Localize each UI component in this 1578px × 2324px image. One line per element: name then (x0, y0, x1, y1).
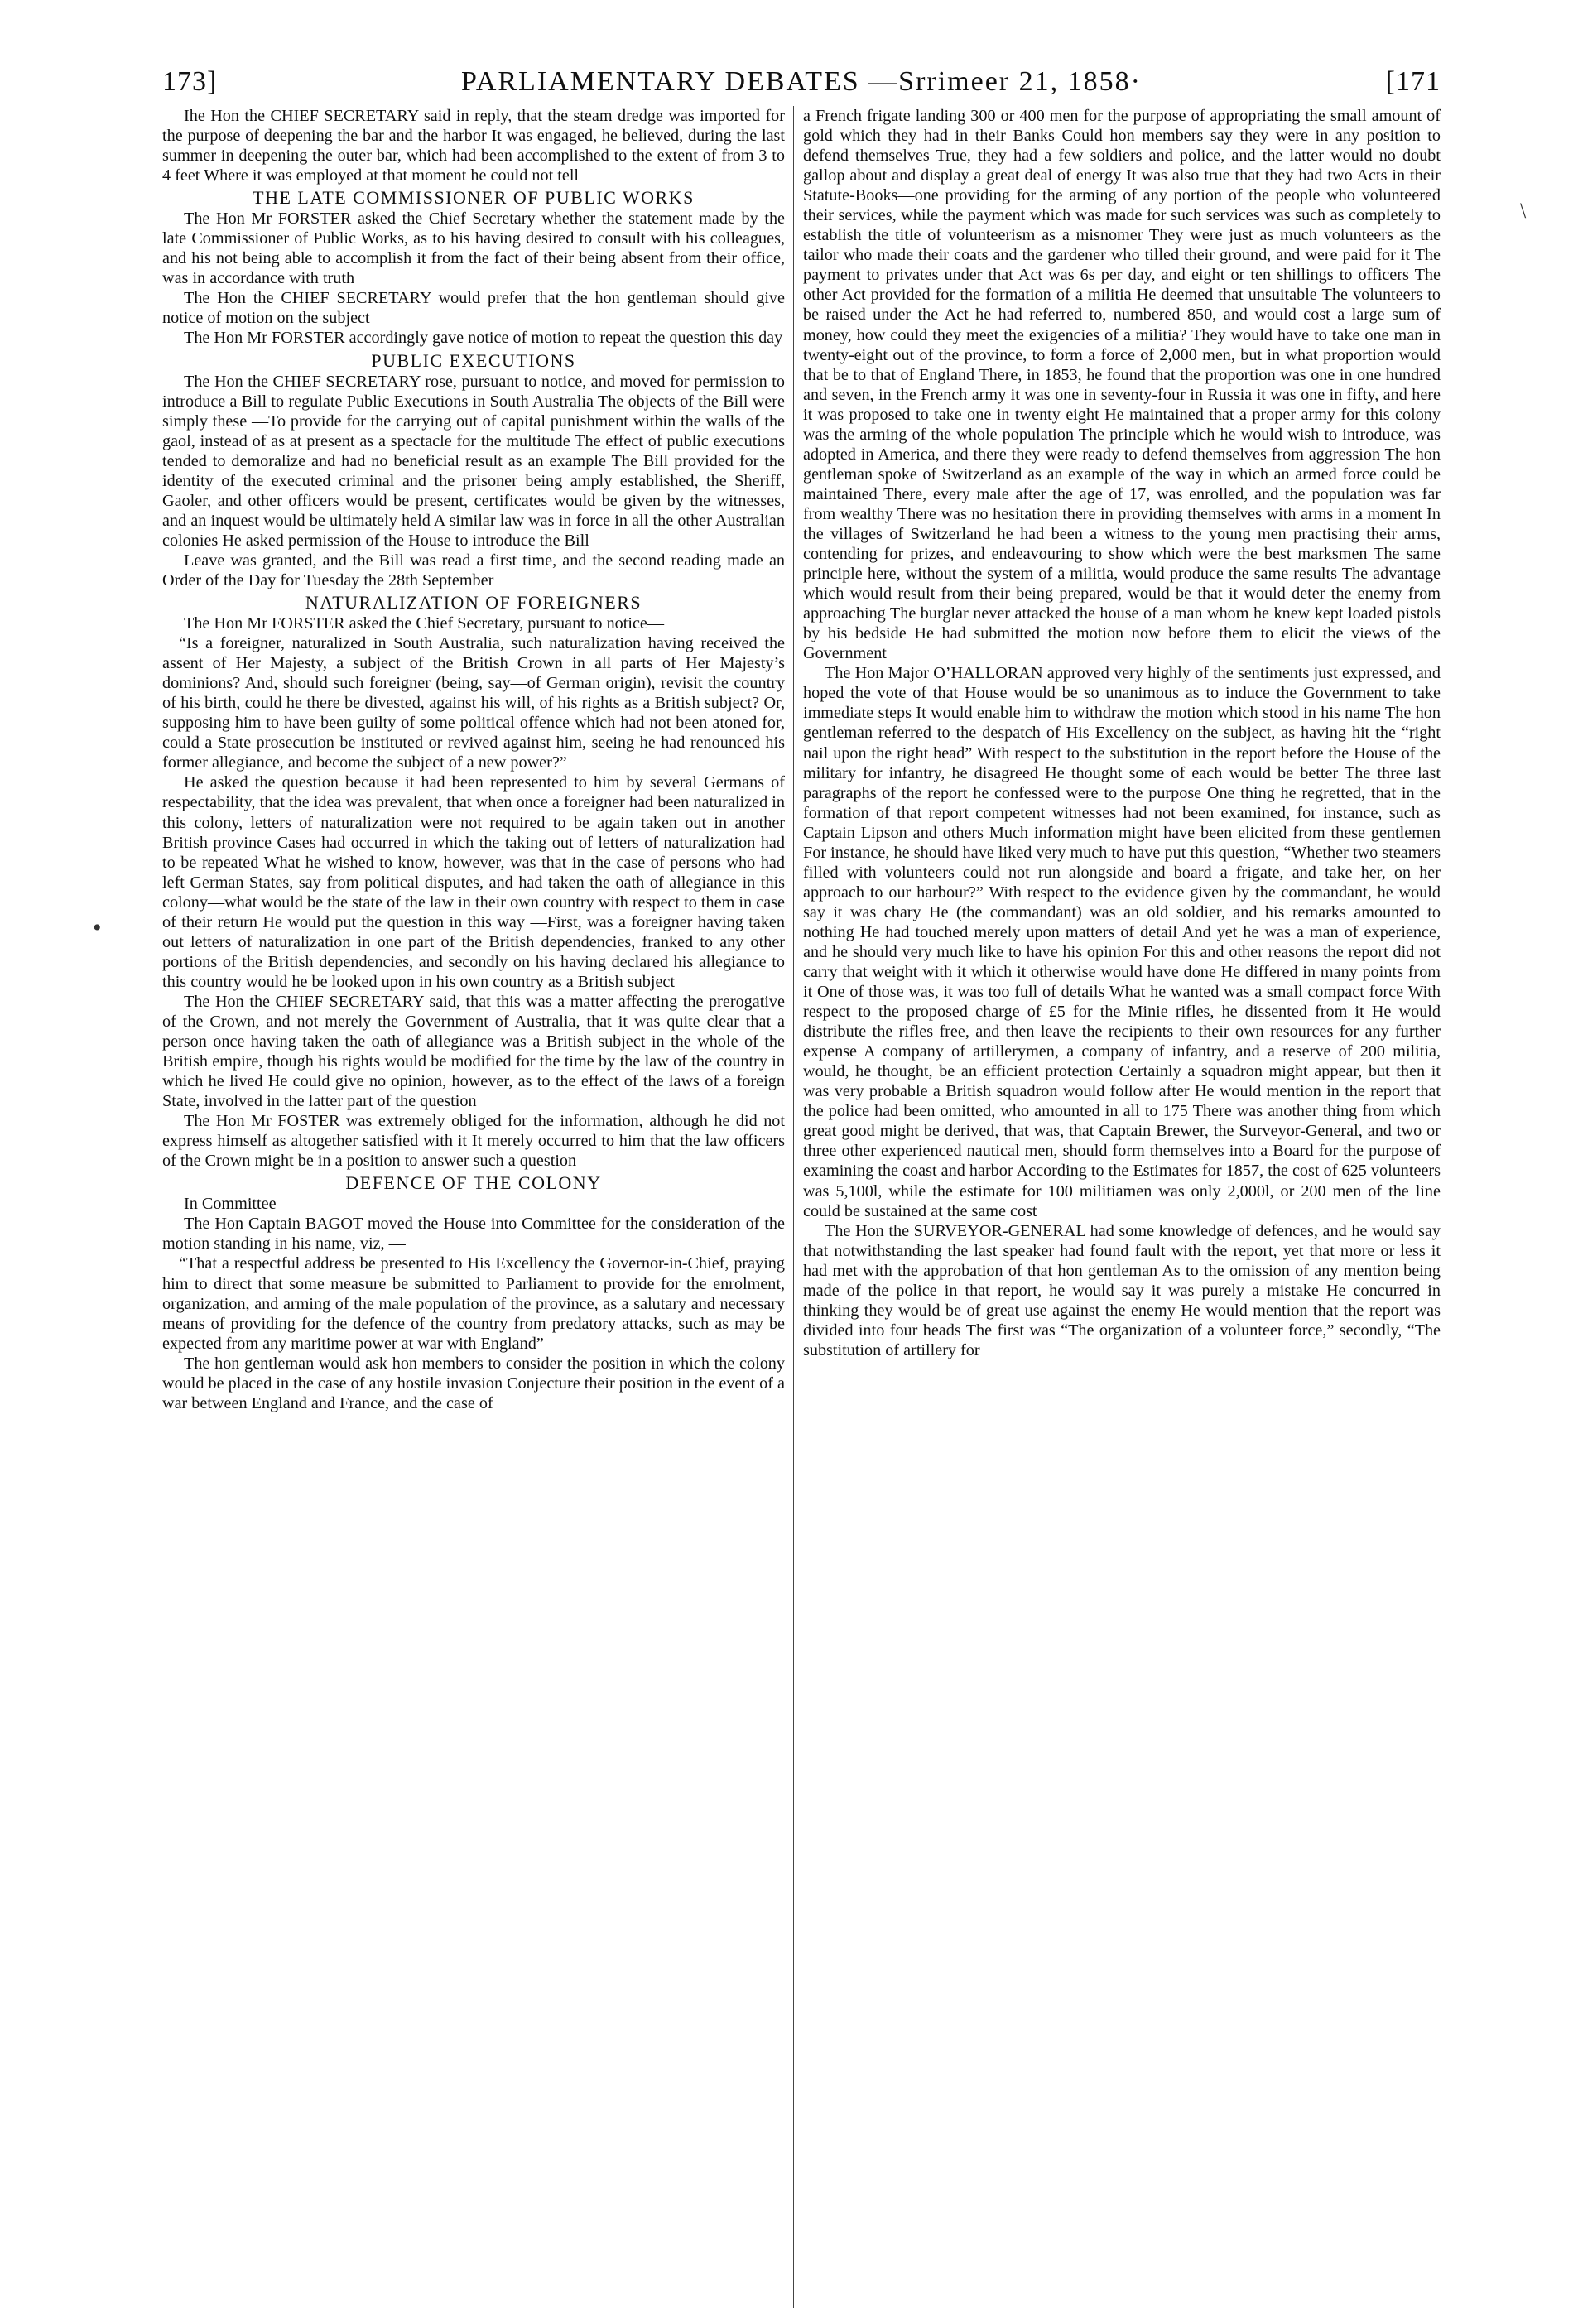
margin-mark: \ (1520, 199, 1527, 223)
paragraph: He asked the question because it had been represented to him by several Germans of respectability, that the idea was prevalent, that when once a foreigner had been naturalized in this colony, letters of naturalization were not required to be again taken out in another British province Cases had occurred in which the taking out of letters of naturalization had to be repeated What he wished to know, however, was that in the case of persons who had left German States, say from political disputes, and had taken the oath of allegiance in this colony—what would be the state of the law in their own country with respect to them in case of their return He would put the question in this way —First, was a foreigner having taken out letters of naturalization in one part of the British dependencies, franked to any other portions of the British dependencies, and secondly on his having declared his allegiance to this country would he be looked upon in his own country as a British subject (162, 773, 785, 991)
section-heading: THE LATE COMMISSIONER OF PUBLIC WORKS (253, 187, 695, 209)
right-column (803, 106, 1441, 1360)
paragraph: a French frigate landing 300 or 400 men for the purpose of appropriating the small amount of gold which they had in their Banks Could hon members say they were in any position to defend themselves True, they had a few soldiers and police, and the latter would no doubt gallop about and display a great deal of energy It was also true that they had two Acts in their Statute-Books—one providing for the arming of any portion of the people who volunteered their services, while the payment which was made for such services was such as completely to establish the title of volunteerism as a misnomer They were just as much volunteers as the tailor who made their coats and the gardener who tilled their ground, and were paid for it The payment to privates under that Act was 6s per day, and eight or ten shillings to officers The other Act provided for the formation of a militia He deemed that unsuitable The volunteers to be raised under the Act he had referred to, numbered 850, and would cost a large sum of money, how could they meet the exigencies of a militia? They would have to take one man in twenty-eight out of the province, to form a force of 2,000 men, but in what proportion would that be to that of England There, in 1853, he found that the proportion was one in one hundred and seven, in the French army it was one in seventy-four in Russia it was one in fifty, and here it was proposed to take one in twenty eight He maintained that a proper army for this colony was the arming of the whole population The principle which he would wish to introduce, was adopted in America, and there they were ready to defend themselves from aggression The hon gentleman spoke of Switzerland as an example of the way in which an armed force could be maintained There, every male after the age of 17, was enrolled, and the population was far from wealthy There was no hesitation there in providing themselves with arms in a moment In the villages of Switzerland he had been a witness to the young men practising their arms, contending for prizes, and endeavouring to show which were the best marksmen The same principle here, without the system of a militia, would produce the same results The advantage which would result from their being prepared, would be that it would deter the enemy from approaching The burglar never attacked the house of a man whom he knew kept loaded pistols by his bedside He had submitted the motion now before them to elicit the views of the Government (803, 107, 1441, 663)
page-header (162, 48, 1441, 103)
paragraph: The Hon Mr FORSTER asked the Chief Secretary whether the statement made by the late Commissioner of Public Works, as to his having desired to consult with his colleagues, and his not being able to accomplish it from the fact of their being absent from their office, was in accordance with truth (162, 209, 785, 288)
paragraph: Leave was granted, and the Bill was read a first time, and the second reading made an Order of the Day for Tuesday the 28th September (162, 551, 785, 589)
paragraph: The Hon Captain BAGOT moved the House into Committee for the consideration of the motion standing in his name, viz, — (162, 1215, 785, 1253)
left-column (162, 106, 785, 1413)
paragraph: The Hon Mr FORSTER accordingly gave notice of motion to repeat the question this day (184, 329, 783, 348)
page-title: PARLIAMENTARY DEBATES —Srrimeer 21, 1858· (461, 66, 1142, 97)
section-heading: DEFENCE OF THE COLONY (345, 1172, 602, 1194)
paragraph: The Hon Mr FOSTER was extremely obliged for the information, although he did not express himself as altogether satisfied with it It merely occurred to him that the law officers of the Crown might be in a position to answer such a question (162, 1112, 785, 1171)
paragraph: The Hon the CHIEF SECRETARY rose, pursuant to notice, and moved for permission to introduce a Bill to regulate Public Executions in South Australia The objects of the Bill were simply these —To provide for the carrying out of capital punishment within the walls of the gaol, instead of as at present as a spectacle for the multitude The effect of public executions tended to demoralize and had no beneficial result as an example The Bill provided for the identity of the executed criminal and the prisoner being amply established, the Sheriff, Gaoler, and other officers would be present, certificates would be given by the witnesses, and an inquest would be ultimately held A similar law was in force in all the other Australian colonies He asked permission of the House to introduce the Bill (162, 372, 785, 550)
section-heading: NATURALIZATION OF FOREIGNERS (305, 592, 642, 613)
paragraph: The Hon the CHIEF SECRETARY said, that this was a matter affecting the prerogative of the Crown, and not merely the Government of Australia, that it was quite clear that a person once having taken the oath of allegiance was a British subject in the whole of the British empire, though his rights would be modified for the time by the law of the country in which he lived He could give no opinion, however, as to the effect of the laws of a foreign State, involved in the latter part of the question (162, 992, 785, 1111)
paragraph: The Hon Major O’HALLORAN approved very highly of the sentiments just expressed, and hoped the vote of that House would be so unanimous as to induce the Government to take immediate steps It would enable him to withdraw the motion which stood in his name The hon gentleman referred to the despatch of His Excellency on the subject, as having hit the “right nail upon the right head” With respect to the substitution in the report before the House of the military for infantry, he disagreed He thought some of each would be better The three last paragraphs of the report he confessed were to the purpose One thing he regretted, that in the formation of that report competent witnesses had not been examined, for instance, such as Captain Lipson and others Much information might have been elicited from these gentlemen For instance, he should have liked very much to have put this question, “Whether two steamers filled with volunteers could not run alongside and board a frigate, and take her, on her approach to our harbour?” With respect to the evidence given by the commandant, he would say it was chary He (the commandant) was an old soldier, and his remarks amounted to nothing He had touched merely upon matters of detail And yet he was a man of experience, and he should very much like to have his opinion For this and other reasons the report did not carry that weight with it which it otherwise would have done He differed in many points from it One of those was, it was too full of details What he wanted was a small compact force With respect to the proposed charge of £5 for the Minie rifles, he dissented from it He would distribute the rifles free, and then leave the recipients to their own resources for any further expense A company of artillerymen, a company of infantry, and a reserve of 200 militia, would, he thought, be an efficient protection Certainly a squadron might appear, but then it was very probable a British squadron would follow after He would mention in the report that the police had been omitted, who amounted in all to 175 There was another thing from which great good might be derived, that was, that Captain Brewer, the Surveyor-General, and two or three other experienced nautical men, should form themselves into a Board for the purpose of examining the coast and harbor According to the Estimates for 1857, the cost of 625 volunteers was 5,100l, while the estimate for 100 militiamen was only 2,000l, or 200 men of the line could be sustained at the same cost (803, 664, 1441, 1220)
column-divider (793, 106, 794, 2308)
page-number-left: 173] (162, 66, 218, 97)
page-number-right: [171 (1385, 66, 1441, 97)
paragraph: The Hon Mr FORSTER asked the Chief Secretary, pursuant to notice— (184, 614, 665, 633)
paragraph: The Hon the SURVEYOR-GENERAL had some knowledge of defences, and he would say that notwithstanding the last speaker had found fault with the report, yet that more or less it had met with the approbation of that hon gentleman As to the omission of any mention being made of the police in that report, he would say it was purely a mistake He concurred in thinking they would be of great use against the enemy He would mention that the report was divided into four heads The first was “The organization of a volunteer force,” secondly, “The substitution of artillery for (803, 1221, 1441, 1359)
margin-mark: • (93, 914, 102, 941)
paragraph: The hon gentleman would ask hon members to consider the position in which the colony would be placed in the case of any hostile invasion Conjecture their position in the event of a war between England and France, and the case of (162, 1354, 785, 1412)
quoted-paragraph: “That a respectful address be presented to His Excellency the Governor-in-Chief, praying him to direct that some measure be submitted to Parliament to provide for the enrolment, organization, and arming of the male population of the province, as a salutary and necessary means of providing for the defence of the country from predatory attacks, such as may be expected from any maritime power at war with England” (162, 1254, 785, 1353)
quoted-paragraph: “Is a foreigner, naturalized in South Australia, such naturalization having received the assent of Her Majesty, a subject of the British Crown in all parts of Her Majesty’s dominions? And, should such foreigner (being, say—of German origin), revisit the country of his birth, could he there be divested, against his will, of his rights as a British subject? Or, supposing him to have been guilty of some political offence which had not been atoned for, could a State prosecution be instituted or revived against him, seeing he had renounced his former allegiance, and become the subject of a new power?” (162, 634, 785, 772)
paragraph: The Hon the CHIEF SECRETARY would prefer that the hon gentleman should give notice of motion on the subject (162, 289, 785, 328)
subheading: In Committee (184, 1195, 277, 1214)
section-heading: PUBLIC EXECUTIONS (371, 349, 576, 371)
paragraph: Ihe Hon the CHIEF SECRETARY said in reply, that the steam dredge was imported for the purpose of deepening the bar and the harbor It was engaged, he believed, during the last summer in deepening the outer bar, which had been accomplished to the extent of from 3 to 4 feet Where it was employed at that moment he could not tell (162, 107, 785, 185)
